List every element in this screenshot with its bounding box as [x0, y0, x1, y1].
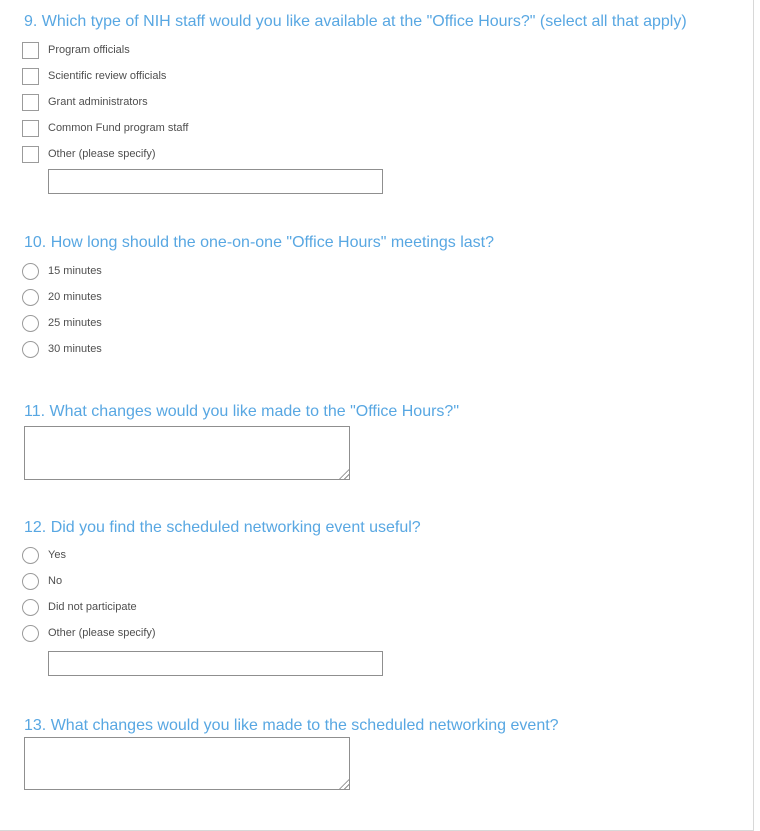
option-label: Grant administrators [48, 95, 148, 108]
checkbox-option-grant-administrators[interactable] [0, 89, 148, 115]
radio-option-20-minutes[interactable] [0, 284, 102, 310]
question-11-textarea-wrap [24, 426, 350, 480]
question-10-title: 10. How long should the one-on-one "Office Hours" meetings last? [24, 234, 494, 251]
radio-icon[interactable] [22, 599, 39, 616]
option-label: Common Fund program staff [48, 121, 189, 134]
option-label: Scientific review officials [48, 69, 167, 82]
radio-icon[interactable] [22, 289, 39, 306]
radio-icon[interactable] [22, 341, 39, 358]
checkbox-icon[interactable] [22, 94, 39, 111]
option-label: Yes [48, 548, 66, 561]
question-12-options [0, 542, 753, 646]
question-11-textarea[interactable] [24, 426, 350, 480]
option-label: Other (please specify) [48, 626, 156, 639]
radio-option-no[interactable] [0, 568, 62, 594]
radio-option-15-minutes[interactable] [0, 258, 102, 284]
question-12-title: 12. Did you find the scheduled networking event useful? [24, 519, 421, 536]
checkbox-option-other[interactable] [0, 141, 156, 167]
option-label: Program officials [48, 43, 130, 56]
radio-icon[interactable] [22, 547, 39, 564]
checkbox-option-scientific-review-officials[interactable] [0, 63, 166, 89]
question-9-other-input[interactable] [48, 169, 383, 194]
question-11 [0, 398, 753, 480]
radio-icon[interactable] [22, 573, 39, 590]
question-9-options [0, 37, 753, 167]
option-label: Did not participate [48, 600, 137, 613]
question-13 [0, 712, 753, 790]
checkbox-option-program-officials[interactable] [0, 37, 130, 63]
radio-option-yes[interactable] [0, 542, 66, 568]
radio-option-25-minutes[interactable] [0, 310, 102, 336]
radio-icon[interactable] [22, 263, 39, 280]
option-label: 25 minutes [48, 316, 102, 329]
question-13-title: 13. What changes would you like made to the scheduled networking event? [24, 717, 559, 734]
option-label: No [48, 574, 63, 587]
question-9 [0, 8, 753, 194]
question-12 [0, 514, 753, 676]
question-10-options [0, 258, 753, 362]
question-13-textarea[interactable] [24, 737, 350, 790]
option-label: Other (please specify) [48, 147, 156, 160]
radio-option-other[interactable] [0, 620, 156, 646]
question-13-textarea-wrap [24, 737, 350, 790]
option-label: 30 minutes [48, 342, 102, 355]
checkbox-icon[interactable] [22, 42, 39, 59]
checkbox-option-common-fund-program-staff[interactable] [0, 115, 188, 141]
radio-option-did-not-participate[interactable] [0, 594, 137, 620]
option-label: 15 minutes [48, 264, 102, 277]
option-label: 20 minutes [48, 290, 102, 303]
radio-icon[interactable] [22, 625, 39, 642]
checkbox-icon[interactable] [22, 146, 39, 163]
radio-icon[interactable] [22, 315, 39, 332]
question-9-title: 9. Which type of NIH staff would you like available at the "Office Hours?" (select all that apply) [24, 13, 687, 30]
checkbox-icon[interactable] [22, 68, 39, 85]
question-12-other-input[interactable] [48, 651, 383, 676]
radio-option-30-minutes[interactable] [0, 336, 102, 362]
question-11-title: 11. What changes would you like made to the "Office Hours?" [24, 403, 459, 420]
question-10 [0, 229, 753, 362]
checkbox-icon[interactable] [22, 120, 39, 137]
